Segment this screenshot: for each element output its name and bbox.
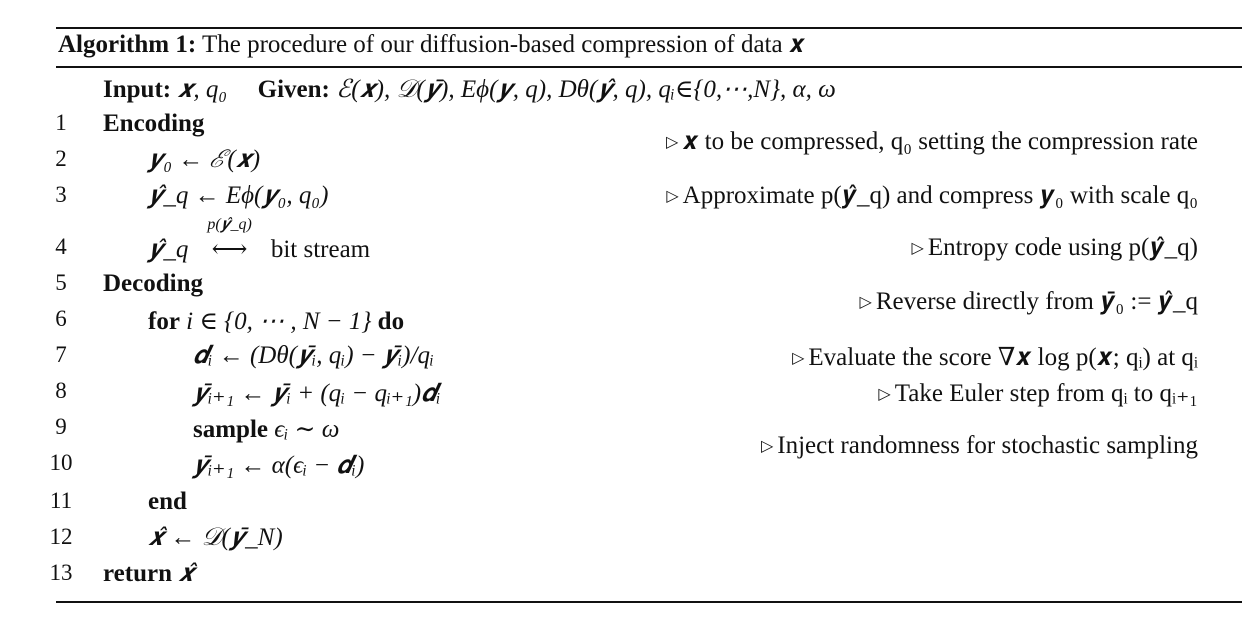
line-lhs: 𝒚̂_q [148, 236, 189, 263]
decoding-heading: Decoding [103, 270, 203, 297]
line-code [148, 216, 371, 264]
algo-line-6 [0, 306, 1242, 340]
triangle-right-icon: ▷ [911, 240, 924, 257]
line-number: 4 [55, 234, 67, 259]
input-value: 𝒙, q₀ [177, 76, 228, 103]
line-number: 7 [55, 342, 67, 367]
line-code: 𝒚̂_q ← Eϕ(𝒚₀, q₀) [148, 182, 329, 209]
algo-line-12 [0, 524, 1242, 558]
double-arrow-icon: p(𝒚̂_q) ⟷ [195, 234, 265, 264]
line-code [148, 306, 404, 336]
line-number: 1 [55, 110, 67, 135]
input-given [103, 74, 836, 104]
triangle-right-icon: ▷ [878, 386, 891, 403]
line-code: 𝒙̂ ← 𝒟(𝒚̄_N) [148, 524, 283, 551]
sample-expr: ϵᵢ ∼ ω [274, 416, 340, 443]
algo-line-7 [0, 342, 1242, 376]
do-keyword: do [377, 308, 405, 335]
end-keyword: end [148, 488, 187, 515]
line-code: 𝒅ᵢ ← (Dθ(𝒚̄ᵢ, qᵢ) − 𝒚̄ᵢ)/qᵢ [193, 342, 434, 369]
triangle-right-icon: ▷ [859, 294, 872, 311]
input-line [0, 74, 1242, 108]
arrow-label: p(𝒚̂_q) [207, 216, 252, 233]
line-number: 12 [49, 524, 73, 549]
for-keyword: for [148, 308, 180, 335]
line-number: 10 [49, 450, 73, 475]
algo-line-4 [0, 216, 1242, 268]
line-number: 3 [55, 182, 67, 207]
triangle-right-icon: ▷ [760, 438, 774, 455]
header-rule [56, 66, 1242, 68]
line-number: 6 [55, 306, 67, 331]
given-label: Given: [257, 76, 330, 103]
line-number: 13 [49, 560, 73, 585]
line-code [103, 560, 194, 588]
line-code: 𝒚̄ᵢ₊₁ ← 𝒚̄ᵢ + (qᵢ − qᵢ₊₁)𝒅ᵢ [193, 380, 441, 407]
line-code: 𝒚₀ ← ℰ(𝒙) [148, 146, 261, 173]
algo-line-3 [0, 182, 1242, 216]
line-comment: ▷ Approximate p(𝒚̂_q) and compress 𝒚₀ with scale q₀ [666, 182, 1198, 209]
line-comment: ▷ Reverse directly from 𝒚̄₀ := 𝒚̂_q [859, 288, 1198, 315]
triangle-right-icon: ▷ [666, 188, 679, 205]
line-number: 8 [55, 378, 67, 403]
top-rule [56, 27, 1242, 29]
given-value: ℰ(𝒙), 𝒟(𝒚̄), Eϕ(𝒚, q), Dθ(𝒚̂, q), qᵢ∈{0,⋯,N}, α, ω [336, 76, 836, 103]
sample-keyword: sample [193, 416, 268, 443]
algorithm-title [58, 31, 805, 59]
line-number: 11 [49, 488, 73, 513]
return-keyword: return [103, 560, 172, 587]
bottom-rule [56, 601, 1242, 603]
line-comment: ▷ Entropy code using p(𝒚̂_q) [911, 234, 1198, 261]
algorithm-title-label: Algorithm 1: [58, 31, 197, 58]
line-number: 2 [55, 146, 67, 171]
line-comment: ▷ Evaluate the score ∇𝒙 log p(𝒙; qᵢ) at qᵢ [792, 344, 1198, 371]
algo-line-8 [0, 378, 1242, 412]
algo-line-10 [0, 450, 1242, 484]
line-code: 𝒚̄ᵢ₊₁ ← α(ϵᵢ − 𝒅ᵢ) [193, 452, 365, 479]
algorithm-title-text: The procedure of our diffusion-based compression of data 𝒙 [201, 31, 805, 58]
input-label: Input: [103, 76, 172, 103]
line-comment: ▷ Inject randomness for stochastic sampling [760, 432, 1198, 459]
algo-line-11 [0, 488, 1242, 522]
algo-line-13 [0, 560, 1242, 594]
triangle-right-icon: ▷ [666, 134, 679, 151]
line-rhs: bit stream [270, 236, 371, 263]
triangle-right-icon: ▷ [792, 350, 805, 367]
return-value: 𝒙̂ [178, 560, 195, 587]
encoding-heading: Encoding [103, 110, 205, 137]
line-number: 9 [55, 414, 67, 439]
line-comment: ▷ Take Euler step from qᵢ to qᵢ₊₁ [878, 380, 1198, 407]
line-number: 5 [55, 270, 67, 295]
line-comment: ▷ 𝒙 to be compressed, q₀ setting the compression rate [666, 128, 1198, 155]
loop-range: i ∈ {0, ⋯ , N − 1} [186, 308, 372, 335]
comment-line-2 [0, 128, 1242, 162]
